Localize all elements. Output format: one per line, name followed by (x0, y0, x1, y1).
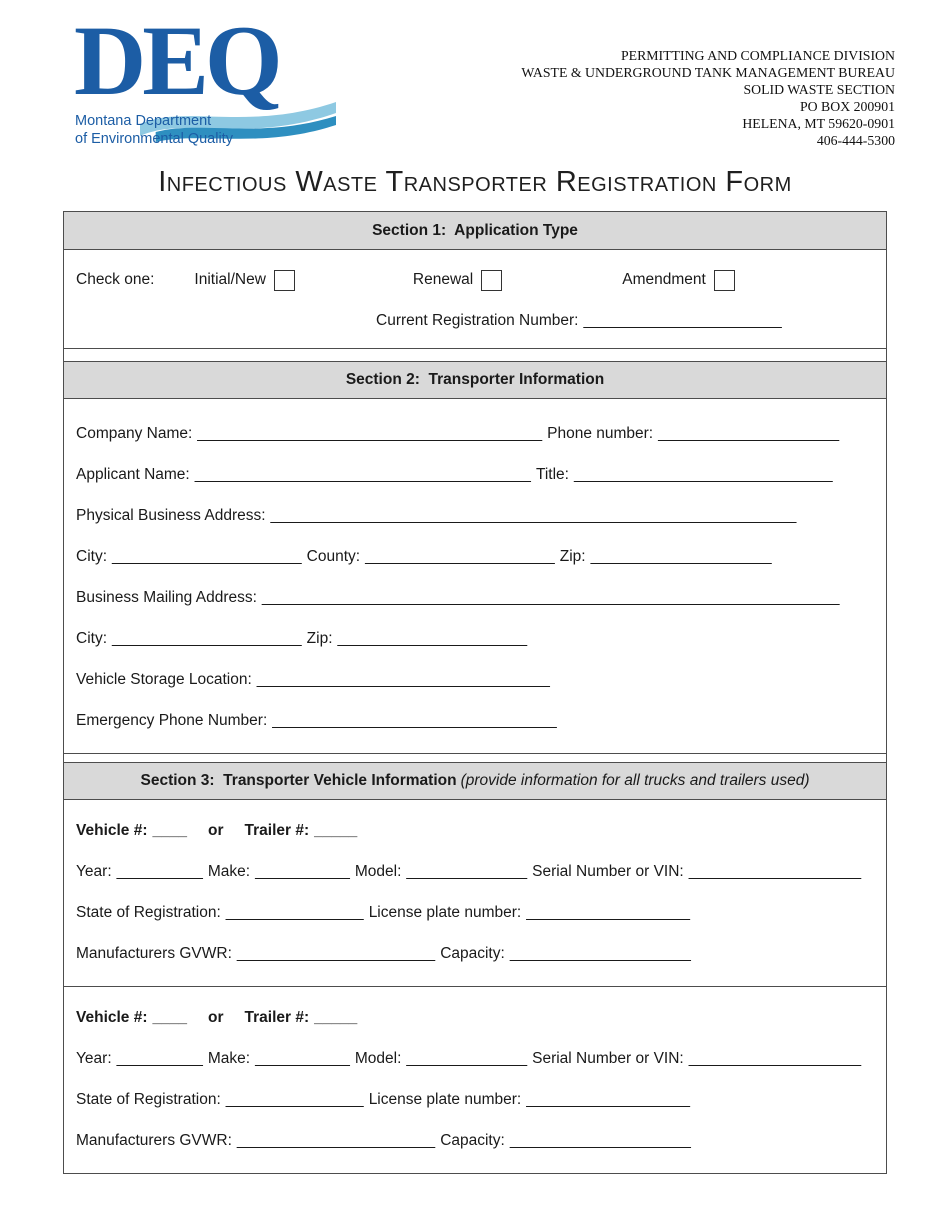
model-blank[interactable]: ______________ (406, 1049, 528, 1067)
section3-heading-note: (provide information for all trucks and trailers used) (460, 772, 810, 789)
capacity-label: Capacity: (440, 944, 505, 962)
letterhead-section: SOLID WASTE SECTION (743, 82, 895, 97)
deq-logo-acronym: DEQ (74, 5, 279, 116)
option-renewal (413, 270, 502, 291)
mailing-address-blank[interactable]: ___________________________________________________________________ (261, 588, 840, 606)
gvwr-capacity-row (76, 1120, 874, 1161)
company-phone-row (76, 413, 874, 454)
section3-heading-main: Section 3: Transporter Vehicle Information (140, 772, 457, 789)
gvwr-label: Manufacturers GVWR: (76, 944, 232, 962)
vin-label: Serial Number or VIN: (532, 1049, 684, 1067)
section1-body (64, 250, 886, 349)
model-label: Model: (354, 1049, 402, 1067)
physical-address-label: Physical Business Address: (76, 506, 266, 524)
letterhead-pobox: PO BOX 200901 (799, 99, 895, 114)
or-label: or (208, 821, 224, 839)
vehicle-block-2 (64, 987, 886, 1173)
vehicle-number-label: Vehicle #: (76, 821, 148, 839)
license-plate-label: License plate number: (368, 1090, 522, 1108)
emergency-phone-blank[interactable]: _________________________________ (272, 711, 557, 729)
mailing-zip-label: Zip: (306, 629, 333, 647)
check-one-label: Check one: (76, 271, 155, 288)
county-label: County: (306, 547, 361, 565)
current-registration-row (376, 306, 874, 336)
vehicle-storage-blank[interactable]: __________________________________ (256, 670, 550, 688)
phone-number-label: Phone number: (547, 424, 654, 442)
trailer-number-label: Trailer #: (244, 821, 310, 839)
trailer-number-label: Trailer #: (244, 1008, 310, 1026)
license-plate-label: License plate number: (368, 903, 522, 921)
letterhead-city: HELENA, MT 59620-0901 (742, 116, 895, 131)
vin-blank[interactable]: ____________________ (688, 862, 862, 880)
gvwr-label: Manufacturers GVWR: (76, 1131, 232, 1149)
mailing-zip-blank[interactable]: ______________________ (337, 629, 528, 647)
vehicle-storage-label: Vehicle Storage Location: (76, 670, 252, 688)
model-blank[interactable]: ______________ (406, 862, 528, 880)
state-of-registration-label: State of Registration: (76, 903, 221, 921)
city-county-zip-row (76, 536, 874, 577)
vehicle-number-blank[interactable]: ____ (152, 821, 187, 839)
initial-new-label: Initial/New (194, 271, 266, 288)
year-blank[interactable]: __________ (116, 862, 203, 880)
make-label: Make: (207, 862, 251, 880)
state-of-registration-label: State of Registration: (76, 1090, 221, 1108)
registration-plate-row (76, 1079, 874, 1120)
vin-blank[interactable]: ____________________ (688, 1049, 862, 1067)
zip-label: Zip: (559, 547, 586, 565)
application-type-row (76, 264, 874, 296)
amendment-checkbox[interactable] (714, 270, 735, 291)
emergency-phone-row (76, 700, 874, 741)
applicant-name-label: Applicant Name: (76, 465, 190, 483)
amendment-label: Amendment (622, 271, 706, 288)
zip-blank[interactable]: _____________________ (590, 547, 772, 565)
letterhead-division: PERMITTING AND COMPLIANCE DIVISION (620, 48, 895, 63)
option-amendment (622, 270, 735, 291)
company-name-label: Company Name: (76, 424, 193, 442)
vehicle-block-1 (64, 800, 886, 987)
applicant-title-row (76, 454, 874, 495)
gvwr-capacity-row (76, 933, 874, 974)
letterhead-phone: 406-444-5300 (816, 133, 895, 148)
physical-address-row (76, 495, 874, 536)
year-make-model-vin-row (76, 1038, 874, 1079)
title-blank[interactable]: ______________________________ (573, 465, 833, 483)
current-registration-label: Current Registration Number: (376, 312, 579, 329)
mailing-address-label: Business Mailing Address: (76, 588, 257, 606)
current-registration-blank[interactable]: _______________________ (583, 312, 782, 329)
year-make-model-vin-row (76, 851, 874, 892)
renewal-label: Renewal (412, 271, 474, 288)
state-of-registration-blank[interactable]: ________________ (225, 1090, 364, 1108)
capacity-blank[interactable]: _____________________ (509, 1131, 691, 1149)
license-plate-blank[interactable]: ___________________ (526, 1090, 690, 1108)
mailing-address-row (76, 577, 874, 618)
section3-header (64, 762, 886, 800)
letterhead (521, 47, 895, 149)
make-label: Make: (207, 1049, 251, 1067)
section2-body (64, 399, 886, 754)
state-of-registration-blank[interactable]: ________________ (225, 903, 364, 921)
mailing-city-zip-row (76, 618, 874, 659)
phone-number-blank[interactable]: _____________________ (658, 424, 840, 442)
section1-header: Section 1: Application Type (64, 212, 886, 250)
letterhead-bureau: WASTE & UNDERGROUND TANK MANAGEMENT BUREAU (521, 65, 895, 80)
trailer-number-blank[interactable]: _____ (314, 1008, 358, 1026)
trailer-number-blank[interactable]: _____ (314, 821, 358, 839)
vehicle-number-label: Vehicle #: (76, 1008, 148, 1026)
deq-dept-line1: Montana Department (75, 113, 212, 129)
city-blank[interactable]: ______________________ (112, 547, 302, 565)
vehicle-trailer-row (76, 997, 874, 1038)
county-blank[interactable]: ______________________ (365, 547, 555, 565)
gvwr-blank[interactable]: _______________________ (236, 1131, 436, 1149)
deq-logo (74, 5, 334, 152)
vehicle-storage-row (76, 659, 874, 700)
company-name-blank[interactable]: ________________________________________ (197, 424, 543, 442)
page-title: Infectious Waste Transporter Registration Form (158, 166, 792, 198)
form-table (63, 211, 887, 1174)
make-blank[interactable]: ___________ (255, 862, 350, 880)
option-initial-new (194, 270, 295, 291)
emergency-phone-label: Emergency Phone Number: (76, 711, 268, 729)
renewal-checkbox[interactable] (481, 270, 502, 291)
model-label: Model: (354, 862, 402, 880)
deq-dept-line2: of Environmental Quality (75, 131, 233, 147)
applicant-name-blank[interactable]: _______________________________________ (194, 465, 531, 483)
city-label: City: (76, 547, 107, 565)
year-label: Year: (76, 1049, 112, 1067)
title-label: Title: (535, 465, 569, 483)
capacity-blank[interactable]: _____________________ (509, 944, 691, 962)
section2-header: Section 2: Transporter Information (64, 361, 886, 399)
mailing-city-blank[interactable]: ______________________ (112, 629, 302, 647)
capacity-label: Capacity: (440, 1131, 505, 1149)
vin-label: Serial Number or VIN: (532, 862, 684, 880)
gvwr-blank[interactable]: _______________________ (236, 944, 436, 962)
deq-logo-subtitle (75, 112, 233, 148)
year-label: Year: (76, 862, 112, 880)
make-blank[interactable]: ___________ (255, 1049, 350, 1067)
license-plate-blank[interactable]: ___________________ (526, 903, 690, 921)
mailing-city-label: City: (76, 629, 107, 647)
vehicle-number-blank[interactable]: ____ (152, 1008, 187, 1026)
initial-new-checkbox[interactable] (274, 270, 295, 291)
section-spacer (64, 349, 886, 361)
vehicle-trailer-row (76, 810, 874, 851)
physical-address-blank[interactable]: _____________________________________________________________ (270, 506, 797, 524)
or-label: or (208, 1008, 224, 1026)
registration-plate-row (76, 892, 874, 933)
section-spacer (64, 754, 886, 762)
year-blank[interactable]: __________ (116, 1049, 203, 1067)
